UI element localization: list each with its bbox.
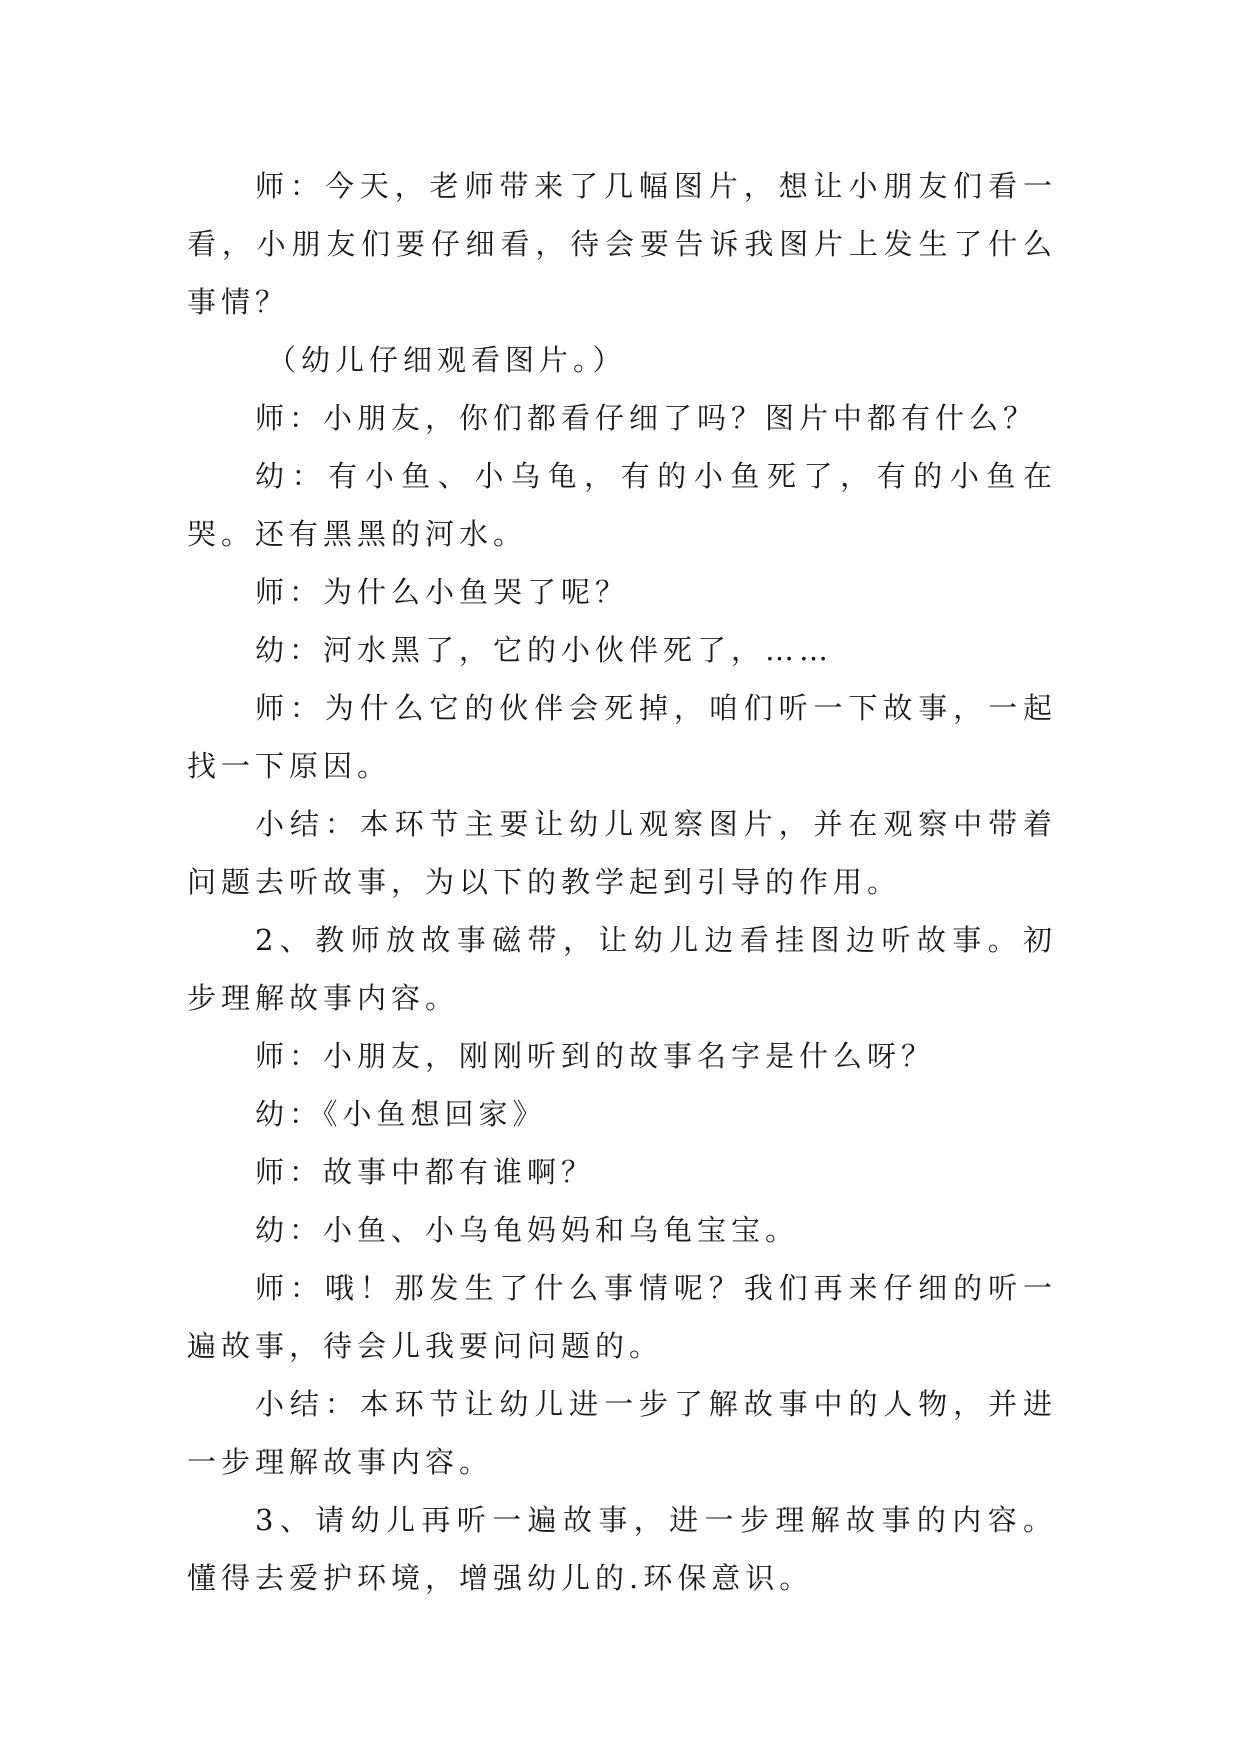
paragraph-teacher-title-question: 师：小朋友，刚刚听到的故事名字是什么呀？ bbox=[255, 1039, 936, 1073]
paragraph-step-3: 3、请幼儿再听一遍故事，进一步理解故事的内容。懂得去爱护环境，增强幼儿的.环保意识。 bbox=[187, 1503, 1057, 1595]
paragraph-teacher-why: 师：为什么小鱼哭了呢？ bbox=[255, 575, 630, 609]
paragraph-children-title: 幼：《小鱼想回家》 bbox=[255, 1097, 547, 1131]
document-body bbox=[187, 157, 1057, 1607]
paragraph-children-river: 幼：河水黑了，它的小伙伴死了，…… bbox=[255, 633, 834, 667]
paragraph-teacher-story: 师：为什么它的伙伴会死掉，咱们听一下故事，一起找一下原因。 bbox=[187, 691, 1057, 783]
paragraph-children-characters: 幼：小鱼、小乌龟妈妈和乌龟宝宝。 bbox=[255, 1213, 800, 1247]
paragraph-children-answer: 幼：有小鱼、小乌龟，有的小鱼死了，有的小鱼在哭。还有黑黑的河水。 bbox=[187, 459, 1057, 551]
paragraph-teacher-question: 师：小朋友，你们都看仔细了吗？图片中都有什么？ bbox=[255, 401, 1038, 435]
paragraph-teacher-intro: 师：今天，老师带来了几幅图片，想让小朋友们看一看，小朋友们要仔细看，待会要告诉我图片上发生了什么事情？ bbox=[187, 169, 1057, 319]
paragraph-children-observe: （幼儿仔细观看图片。） bbox=[267, 343, 627, 377]
paragraph-summary-2: 小结：本环节让幼儿进一步了解故事中的人物，并进一步理解故事内容。 bbox=[187, 1387, 1057, 1479]
paragraph-step-2: 2、教师放故事磁带，让幼儿边看挂图边听故事。初步理解故事内容。 bbox=[187, 923, 1057, 1015]
paragraph-teacher-who: 师：故事中都有谁啊？ bbox=[255, 1155, 596, 1189]
paragraph-summary-1: 小结：本环节主要让幼儿观察图片，并在观察中带着问题去听故事，为以下的教学起到引导的作用。 bbox=[187, 807, 1057, 899]
paragraph-teacher-what-happened: 师：哦！那发生了什么事情呢？我们再来仔细的听一遍故事，待会儿我要问问题的。 bbox=[187, 1271, 1057, 1363]
